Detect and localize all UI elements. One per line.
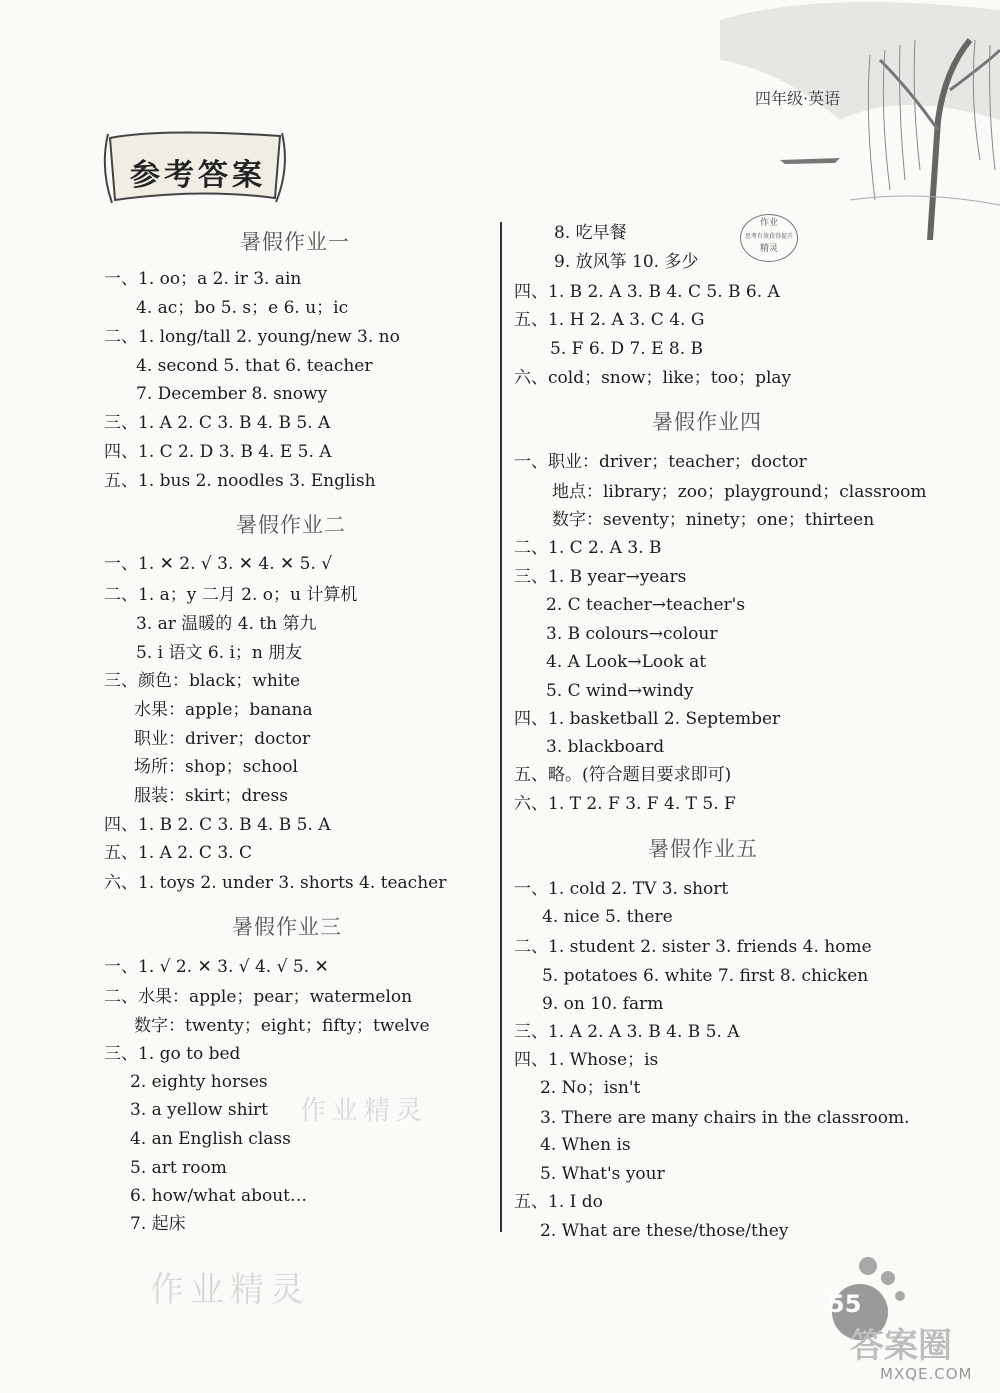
answer-line: 3. B colours→colour	[546, 624, 718, 644]
answer-line: 9. 放风筝 10. 多少	[554, 252, 699, 272]
page-number: 55	[828, 1290, 862, 1318]
stamp-line: 思考有效获得提升	[744, 233, 793, 240]
stamp-badge	[740, 214, 798, 262]
answer-line: 6. how/what about…	[130, 1186, 307, 1206]
answer-line: 8. 吃早餐	[554, 223, 627, 243]
grade-subject-label: 四年级·英语	[755, 89, 841, 108]
site-watermark-logo: 答案圈	[850, 1326, 952, 1366]
answer-line: 4. When is	[540, 1135, 631, 1155]
answer-line: 三、颜色：black；white	[104, 671, 301, 691]
answer-line: 5. i 语文 6. i；n 朋友	[136, 643, 303, 663]
section-title-1: 暑假作业一	[240, 230, 350, 254]
answer-line: 四、1. basketball 2. September	[514, 709, 781, 729]
answer-line: 四、1. Whose；is	[514, 1050, 659, 1070]
answer-line: 3. blackboard	[546, 737, 665, 757]
answer-line: 4. A Look→Look at	[546, 652, 707, 672]
section-title-3: 暑假作业三	[232, 915, 342, 939]
answer-line: 六、1. toys 2. under 3. shorts 4. teacher	[104, 873, 447, 893]
answer-line: 五、略。(符合题目要求即可)	[514, 765, 732, 785]
answer-line: 三、1. B year→years	[514, 567, 687, 587]
answer-line: 3. ar 温暖的 4. th 第九	[136, 614, 317, 634]
answer-line: 3. a yellow shirt	[130, 1100, 268, 1120]
answer-line: 一、1. cold 2. TV 3. short	[514, 879, 729, 899]
answer-line: 2. What are these/those/they	[540, 1221, 789, 1241]
answer-line: 三、1. A 2. A 3. B 4. B 5. A	[514, 1022, 740, 1042]
answer-line: 场所：shop；school	[134, 757, 298, 777]
site-watermark-url: MXQE.COM	[880, 1365, 973, 1383]
answer-line: 5. What's your	[540, 1164, 665, 1184]
answer-line: 四、1. B 2. C 3. B 4. B 5. A	[104, 815, 331, 835]
answer-line: 5. F 6. D 7. E 8. B	[550, 339, 704, 359]
page-title: 参考答案	[130, 158, 266, 193]
section-title-4: 暑假作业四	[652, 410, 762, 434]
answer-line: 5. C wind→windy	[546, 681, 694, 701]
answer-line: 服装：skirt；dress	[134, 786, 288, 806]
section-title-2: 暑假作业二	[236, 513, 346, 537]
watermark-text: 作业精灵	[300, 1096, 429, 1126]
answer-line: 二、1. C 2. A 3. B	[514, 538, 662, 558]
section-title-5: 暑假作业五	[648, 837, 758, 861]
answer-line: 7. 起床	[130, 1214, 186, 1234]
stamp-line: 作业	[759, 218, 778, 228]
answer-line: 4. ac；bo 5. s；e 6. u；ic	[136, 298, 349, 318]
answer-line: 数字：twenty；eight；fifty；twelve	[134, 1016, 430, 1036]
answer-line: 职业：driver；doctor	[134, 729, 311, 749]
answer-line: 六、1. T 2. F 3. F 4. T 5. F	[514, 794, 736, 814]
answer-line: 数字：seventy；ninety；one；thirteen	[552, 510, 875, 530]
answer-line: 二、水果：apple；pear；watermelon	[104, 987, 413, 1007]
answer-line: 二、1. a；y 二月 2. o；u 计算机	[104, 585, 358, 605]
answer-line: 4. an English class	[130, 1129, 291, 1149]
answer-line: 五、1. bus 2. noodles 3. English	[104, 471, 376, 491]
answer-line: 5. art room	[130, 1158, 227, 1178]
column-divider	[500, 222, 502, 1232]
stamp-line: 精灵	[759, 244, 778, 254]
answer-line: 五、1. A 2. C 3. C	[104, 843, 252, 863]
answer-line: 三、1. go to bed	[104, 1044, 241, 1064]
watermark-text: 作业精灵	[150, 1270, 310, 1310]
answer-line: 一、职业：driver；teacher；doctor	[514, 452, 807, 472]
answer-line: 六、cold；snow；like；too；play	[514, 368, 792, 388]
answer-line: 9. on 10. farm	[542, 994, 664, 1014]
answer-line: 四、1. B 2. A 3. B 4. C 5. B 6. A	[514, 282, 780, 302]
answer-line: 地点：library；zoo；playground；classroom	[552, 482, 927, 502]
answer-line: 一、1. oo；a 2. ir 3. ain	[104, 269, 302, 289]
answer-line: 4. nice 5. there	[542, 907, 673, 927]
answer-line: 二、1. long/tall 2. young/new 3. no	[104, 327, 400, 347]
answer-line: 4. second 5. that 6. teacher	[136, 356, 373, 376]
answer-line: 5. potatoes 6. white 7. first 8. chicken	[542, 966, 869, 986]
answer-line: 7. December 8. snowy	[136, 384, 328, 404]
landscape-illustration	[700, 0, 1000, 240]
answer-line: 2. C teacher→teacher's	[546, 595, 746, 615]
answer-line: 四、1. C 2. D 3. B 4. E 5. A	[104, 442, 332, 462]
answer-line: 三、1. A 2. C 3. B 4. B 5. A	[104, 413, 331, 433]
answer-line: 水果：apple；banana	[134, 700, 313, 720]
answer-line: 2. No；isn't	[540, 1078, 641, 1098]
answer-line: 3. There are many chairs in the classroom.	[540, 1108, 910, 1128]
answer-line: 一、1. √ 2. ✕ 3. √ 4. √ 5. ✕	[104, 957, 329, 977]
answer-line: 五、1. I do	[514, 1192, 603, 1212]
answer-line: 2. eighty horses	[130, 1072, 268, 1092]
answer-line: 五、1. H 2. A 3. C 4. G	[514, 310, 705, 330]
answer-line: 二、1. student 2. sister 3. friends 4. home	[514, 937, 872, 957]
answer-line: 一、1. ✕ 2. √ 3. ✕ 4. ✕ 5. √	[104, 554, 333, 574]
